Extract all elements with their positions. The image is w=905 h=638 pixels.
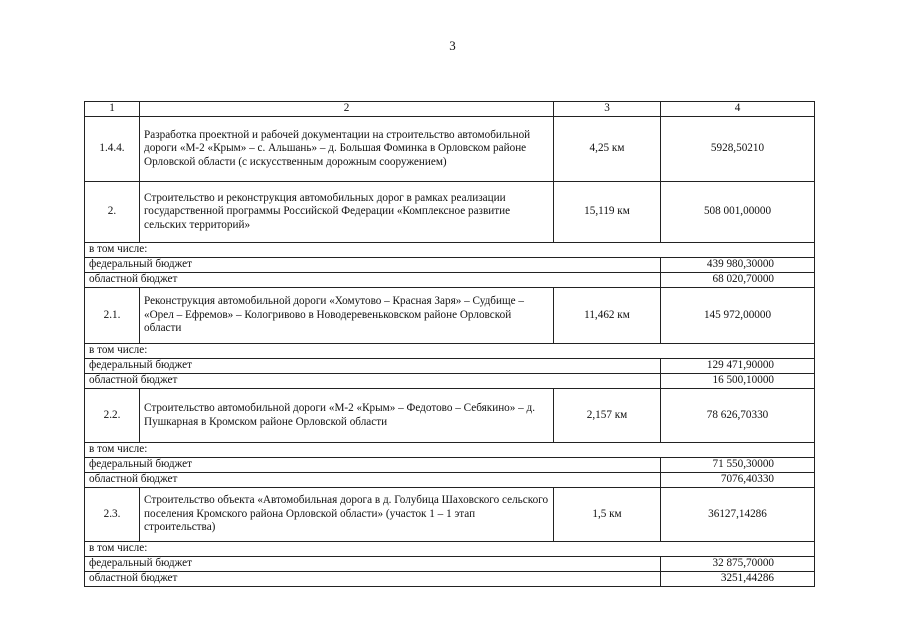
item-length: 11,462 км [554,288,661,344]
item-number: 2. [85,182,140,243]
item-number: 2.3. [85,488,140,542]
budget-amount: 68 020,70000 [661,273,815,288]
budget-amount: 7076,40330 [661,473,815,488]
budget-row [85,258,815,273]
item-length: 4,25 км [554,117,661,182]
including-row [85,243,815,258]
budget-amount: 3251,44286 [661,572,815,587]
header-cell-2: 2 [140,102,554,117]
table-row [85,488,815,542]
item-name: Реконструкция автомобильной дороги «Хомутово – Красная Заря» – Судбище – «Орел – Ефремов» – Кологривово в Новодеревеньковском районе Орловской области [140,288,554,344]
budget-row [85,557,815,572]
budget-label: федеральный бюджет [85,359,661,374]
table-row [85,288,815,344]
item-length: 1,5 км [554,488,661,542]
including-label: в том числе: [85,243,815,258]
budget-table [84,101,815,587]
item-number: 1.4.4. [85,117,140,182]
item-length: 2,157 км [554,389,661,443]
budget-row [85,473,815,488]
including-row [85,443,815,458]
item-amount: 36127,14286 [661,488,815,542]
table-row [85,182,815,243]
header-cell-4: 4 [661,102,815,117]
item-name: Строительство автомобильной дороги «М-2 «Крым» – Федотово – Себякино» – д. Пушкарная в Кромском районе Орловской области [140,389,554,443]
including-row [85,542,815,557]
budget-amount: 32 875,70000 [661,557,815,572]
budget-row [85,359,815,374]
including-label: в том числе: [85,443,815,458]
budget-label: областной бюджет [85,572,661,587]
budget-row [85,374,815,389]
budget-label: областной бюджет [85,374,661,389]
budget-label: федеральный бюджет [85,458,661,473]
budget-row [85,273,815,288]
budget-amount: 439 980,30000 [661,258,815,273]
item-amount: 78 626,70330 [661,389,815,443]
budget-label: федеральный бюджет [85,557,661,572]
header-row [85,102,815,117]
budget-label: федеральный бюджет [85,258,661,273]
item-name: Строительство и реконструкция автомобильных дорог в рамках реализации государственной программы Российской Федерации «Комплексное развитие сельских территорий» [140,182,554,243]
item-number: 2.2. [85,389,140,443]
table-row [85,117,815,182]
item-amount: 145 972,00000 [661,288,815,344]
budget-amount: 129 471,90000 [661,359,815,374]
header-cell-1: 1 [85,102,140,117]
table-row [85,389,815,443]
item-amount: 5928,50210 [661,117,815,182]
item-amount: 508 001,00000 [661,182,815,243]
item-number: 2.1. [85,288,140,344]
budget-label: областной бюджет [85,273,661,288]
page-number: 3 [449,38,456,53]
budget-amount: 71 550,30000 [661,458,815,473]
budget-row [85,572,815,587]
including-label: в том числе: [85,344,815,359]
item-name: Строительство объекта «Автомобильная дорога в д. Голубица Шаховского сельского поселения Кромского района Орловской области» (участок 1 – 1 этап строительства) [140,488,554,542]
including-row [85,344,815,359]
item-length: 15,119 км [554,182,661,243]
item-name: Разработка проектной и рабочей документации на строительство автомобильной дороги «М-2 «Крым» – с. Альшань» – д. Большая Фоминка в Орловском районе Орловской области (с искусственным дорожным сооружением) [140,117,554,182]
including-label: в том числе: [85,542,815,557]
budget-row [85,458,815,473]
header-cell-3: 3 [554,102,661,117]
budget-amount: 16 500,10000 [661,374,815,389]
budget-label: областной бюджет [85,473,661,488]
